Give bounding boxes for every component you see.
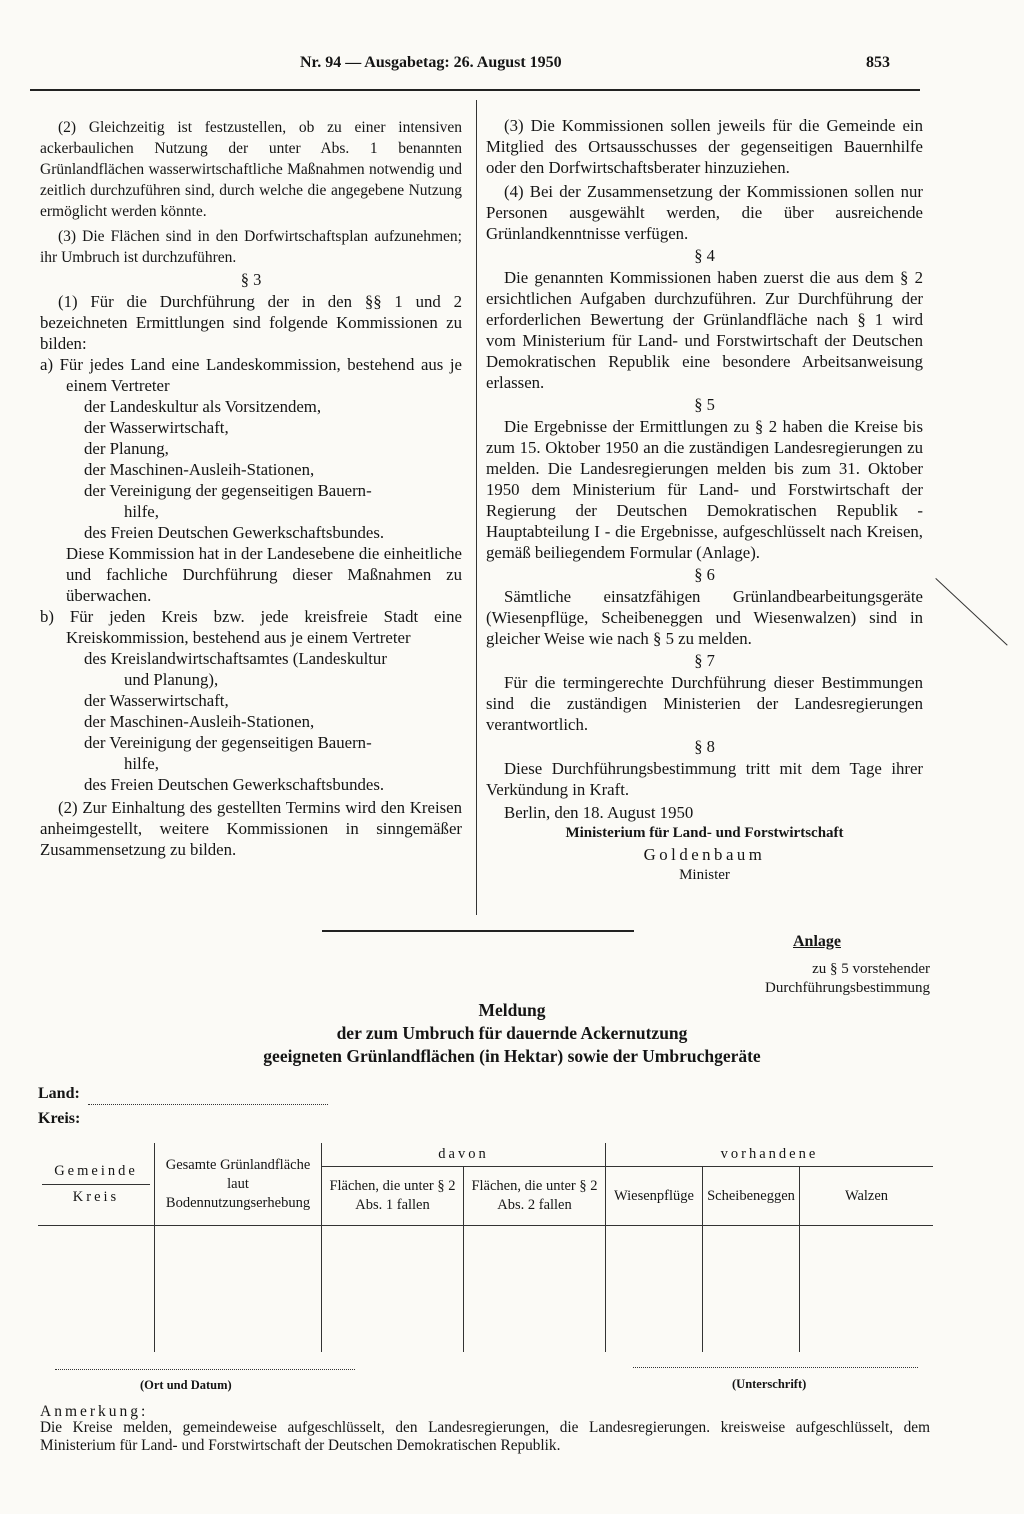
annex-reference-line: Durchführungsbestimmung	[765, 980, 930, 996]
section-8-heading: § 8	[694, 737, 715, 756]
section-5-text: Die Ergebnisse der Ermittlungen zu § 2 haben die Kreise bis zum 15. Oktober 1950 an die zuständigen Landesregierungen zu melden. Die Landesregierungen melden bis zum 31. Oktober 1950 dem Ministerium für Land- und Forstwirtschaft der Regierung der Deutschen Demokratischen Republik - Hauptabteilung I - die Ergebnisse, aufgeschlüsselt nach Kreisen, gemäß beiliegendem Formular (Anlage).	[486, 417, 923, 562]
section-6-text: Sämtliche einsatzfähigen Grünlandbearbeitungsgeräte (Wiesenpflüge, Scheibeneggen und Wiesenwalzen) sind in gleicher Weise wie nach § 5 zu melden.	[486, 587, 923, 648]
list-item: des Freien Deutschen Gewerkschaftsbundes.	[84, 523, 385, 542]
header-wiesenpfluege: Wiesenpflüge	[606, 1167, 703, 1226]
paragraph-2-2: (2) Gleichzeitig ist festzustellen, ob zu einer intensiven ackerbaulichen Nutzung der unter Abs. 1 benannten Grünlandflächen wasserwirtschaftliche Maßnahmen notwendig und zeitlich durchzuführen sind, durch welche die angegebene Nutzung ermöglicht werden könnte.	[40, 119, 462, 220]
section-4-heading: § 4	[694, 246, 715, 265]
section-7-heading: § 7	[694, 651, 715, 670]
list-item: hilfe,	[124, 502, 159, 521]
table-cell[interactable]	[606, 1226, 703, 1353]
table-row	[38, 1226, 933, 1353]
column-divider	[476, 100, 477, 915]
list-item: der Wasserwirtschaft,	[84, 691, 229, 710]
list-item: des Freien Deutschen Gewerkschaftsbundes.	[84, 775, 385, 794]
form-title: Meldung	[478, 1000, 546, 1020]
form-subtitle: geeigneten Grünlandflächen (in Hektar) sowie der Umbruchgeräte	[263, 1046, 761, 1066]
kreis-label: Kreis:	[38, 1110, 81, 1127]
list-item: hilfe,	[124, 754, 159, 773]
list-item: der Vereinigung der gegenseitigen Bauern-	[84, 481, 372, 500]
paragraph-3-3: (3) Die Kommissionen sollen jeweils für die Gemeinde ein Mitglied des Ortsausschusses der gegenseitigen Bauernhilfe oder den Dorfwirtschaftsberater hinzuziehen.	[486, 116, 923, 177]
table-header-row	[38, 1143, 933, 1167]
table-cell[interactable]	[464, 1226, 606, 1353]
item-b-list	[40, 648, 462, 795]
list-item: der Maschinen-Ausleih-Stationen,	[84, 712, 315, 731]
header-gemeinde-kreis	[38, 1143, 155, 1226]
report-table	[38, 1143, 933, 1352]
list-item: des Kreislandwirtschaftsamtes (Landeskultur	[84, 649, 387, 668]
table-cell[interactable]	[38, 1226, 155, 1353]
minister-role: Minister	[679, 867, 730, 883]
list-item: der Maschinen-Ausleih-Stationen,	[84, 460, 315, 479]
signature-field[interactable]	[633, 1367, 918, 1368]
form-subtitle: der zum Umbruch für dauernde Ackernutzung	[336, 1023, 688, 1043]
list-item: der Vereinigung der gegenseitigen Bauern-	[84, 733, 372, 752]
header-issue: Nr. 94 — Ausgabetag: 26. August 1950	[300, 54, 562, 71]
page-number: 853	[866, 54, 890, 71]
table-cell[interactable]	[703, 1226, 800, 1353]
item-b-intro: b) Für jeden Kreis bzw. jede kreisfreie Stadt eine Kreiskommission, bestehend aus je einem Vertreter	[40, 607, 462, 647]
right-column	[486, 115, 923, 886]
table-cell[interactable]	[322, 1226, 464, 1353]
section-6-heading: § 6	[694, 565, 715, 584]
item-a-text: Diese Kommission hat in der Landesebene die einheitliche und fachliche Durchführung dieser Maßnahmen zu überwachen.	[66, 544, 462, 605]
list-item: der Planung,	[84, 439, 169, 458]
section-7-text: Für die termingerechte Durchführung dieser Bestimmungen sind die zuständigen Ministerien der Landesregierungen verantwortlich.	[486, 673, 923, 734]
paragraph-3-4: (4) Bei der Zusammensetzung der Kommissionen sollen nur Personen ausgewählt werden, die über ausreichende Grünlandkenntnisse verfügen.	[486, 182, 923, 243]
place-date: Berlin, den 18. August 1950	[504, 803, 694, 822]
annex-reference	[700, 960, 930, 998]
paragraph-2-3: (3) Die Flächen sind in den Dorfwirtschaftsplan aufzunehmen; ihr Umbruch ist durchzuführen.	[40, 228, 462, 266]
list-item: der Landeskultur als Vorsitzendem,	[84, 397, 322, 416]
annex-reference-line: zu § 5 vorstehender	[812, 961, 930, 977]
paragraph-3-1: (1) Für die Durchführung der in den §§ 1 und 2 bezeichneten Ermittlungen sind folgende Kommissionen zu bilden:	[40, 292, 462, 353]
list-item: der Wasserwirtschaft,	[84, 418, 229, 437]
minister-name: Goldenbaum	[643, 845, 766, 864]
note-heading: Anmerkung:	[40, 1403, 149, 1420]
header-walzen: Walzen	[800, 1167, 934, 1226]
note-text: Die Kreise melden, gemeindeweise aufgeschlüsselt, den Landesregierungen, die Landesregierungen. kreisweise aufgeschlüsselt, dem Ministerium für Land- und Forstwirtschaft der Deutschen Demokratischen Republik.	[40, 1419, 930, 1454]
table-cell[interactable]	[155, 1226, 322, 1353]
item-a-list	[40, 396, 462, 543]
header-flaechen-abs2: Flächen, die unter § 2 Abs. 2 fallen	[464, 1167, 606, 1226]
header-gemeinde: Gemeinde	[42, 1159, 150, 1185]
separator-line	[322, 930, 634, 932]
place-date-field[interactable]	[55, 1369, 355, 1370]
land-field[interactable]	[88, 1104, 328, 1105]
paragraph-3-2: (2) Zur Einhaltung des gestellten Termins wird den Kreisen anheimgestellt, weitere Kommissionen in sinngemäßer Zusammensetzung zu bilden.	[40, 798, 462, 859]
header-scheibeneggen: Scheibeneggen	[703, 1167, 800, 1226]
margin-mark	[935, 578, 1007, 646]
item-a-intro: a) Für jedes Land eine Landeskommission, bestehend aus je einem Vertreter	[40, 355, 462, 395]
table-cell[interactable]	[800, 1226, 934, 1353]
annex-label: Anlage	[793, 933, 841, 950]
header-davon: davon	[322, 1143, 606, 1167]
header-vorhandene: vorhandene	[606, 1143, 934, 1167]
list-item: und Planung),	[124, 670, 219, 689]
section-5-heading: § 5	[694, 395, 715, 414]
left-column	[40, 117, 462, 860]
header-gesamt: Gesamte Grünlandfläche laut Bodennutzungserhebung	[155, 1143, 322, 1226]
section-4-text: Die genannten Kommissionen haben zuerst die aus dem § 2 ersichtlichen Aufgaben durchzuführen. Zur Durchführung der erforderlichen Bewertung der Grünlandfläche nach § 1 wird vom Ministerium für Land- und Forstwirtschaft der Deutschen Demokratischen Republik eine besondere Arbeitsanweisung erlassen.	[486, 268, 923, 392]
section-8-text: Diese Durchführungsbestimmung tritt mit dem Tage ihrer Verkündung in Kraft.	[486, 759, 923, 799]
signature-label: (Unterschrift)	[732, 1377, 807, 1391]
place-date-label: (Ort und Datum)	[140, 1378, 232, 1392]
section-3-heading: § 3	[240, 270, 262, 289]
header-rule	[30, 89, 920, 91]
land-label: Land:	[38, 1085, 80, 1102]
header-kreis: Kreis	[72, 1188, 120, 1205]
header-flaechen-abs1: Flächen, die unter § 2 Abs. 1 fallen	[322, 1167, 464, 1226]
ministry-name: Ministerium für Land- und Forstwirtschaft	[565, 825, 844, 841]
